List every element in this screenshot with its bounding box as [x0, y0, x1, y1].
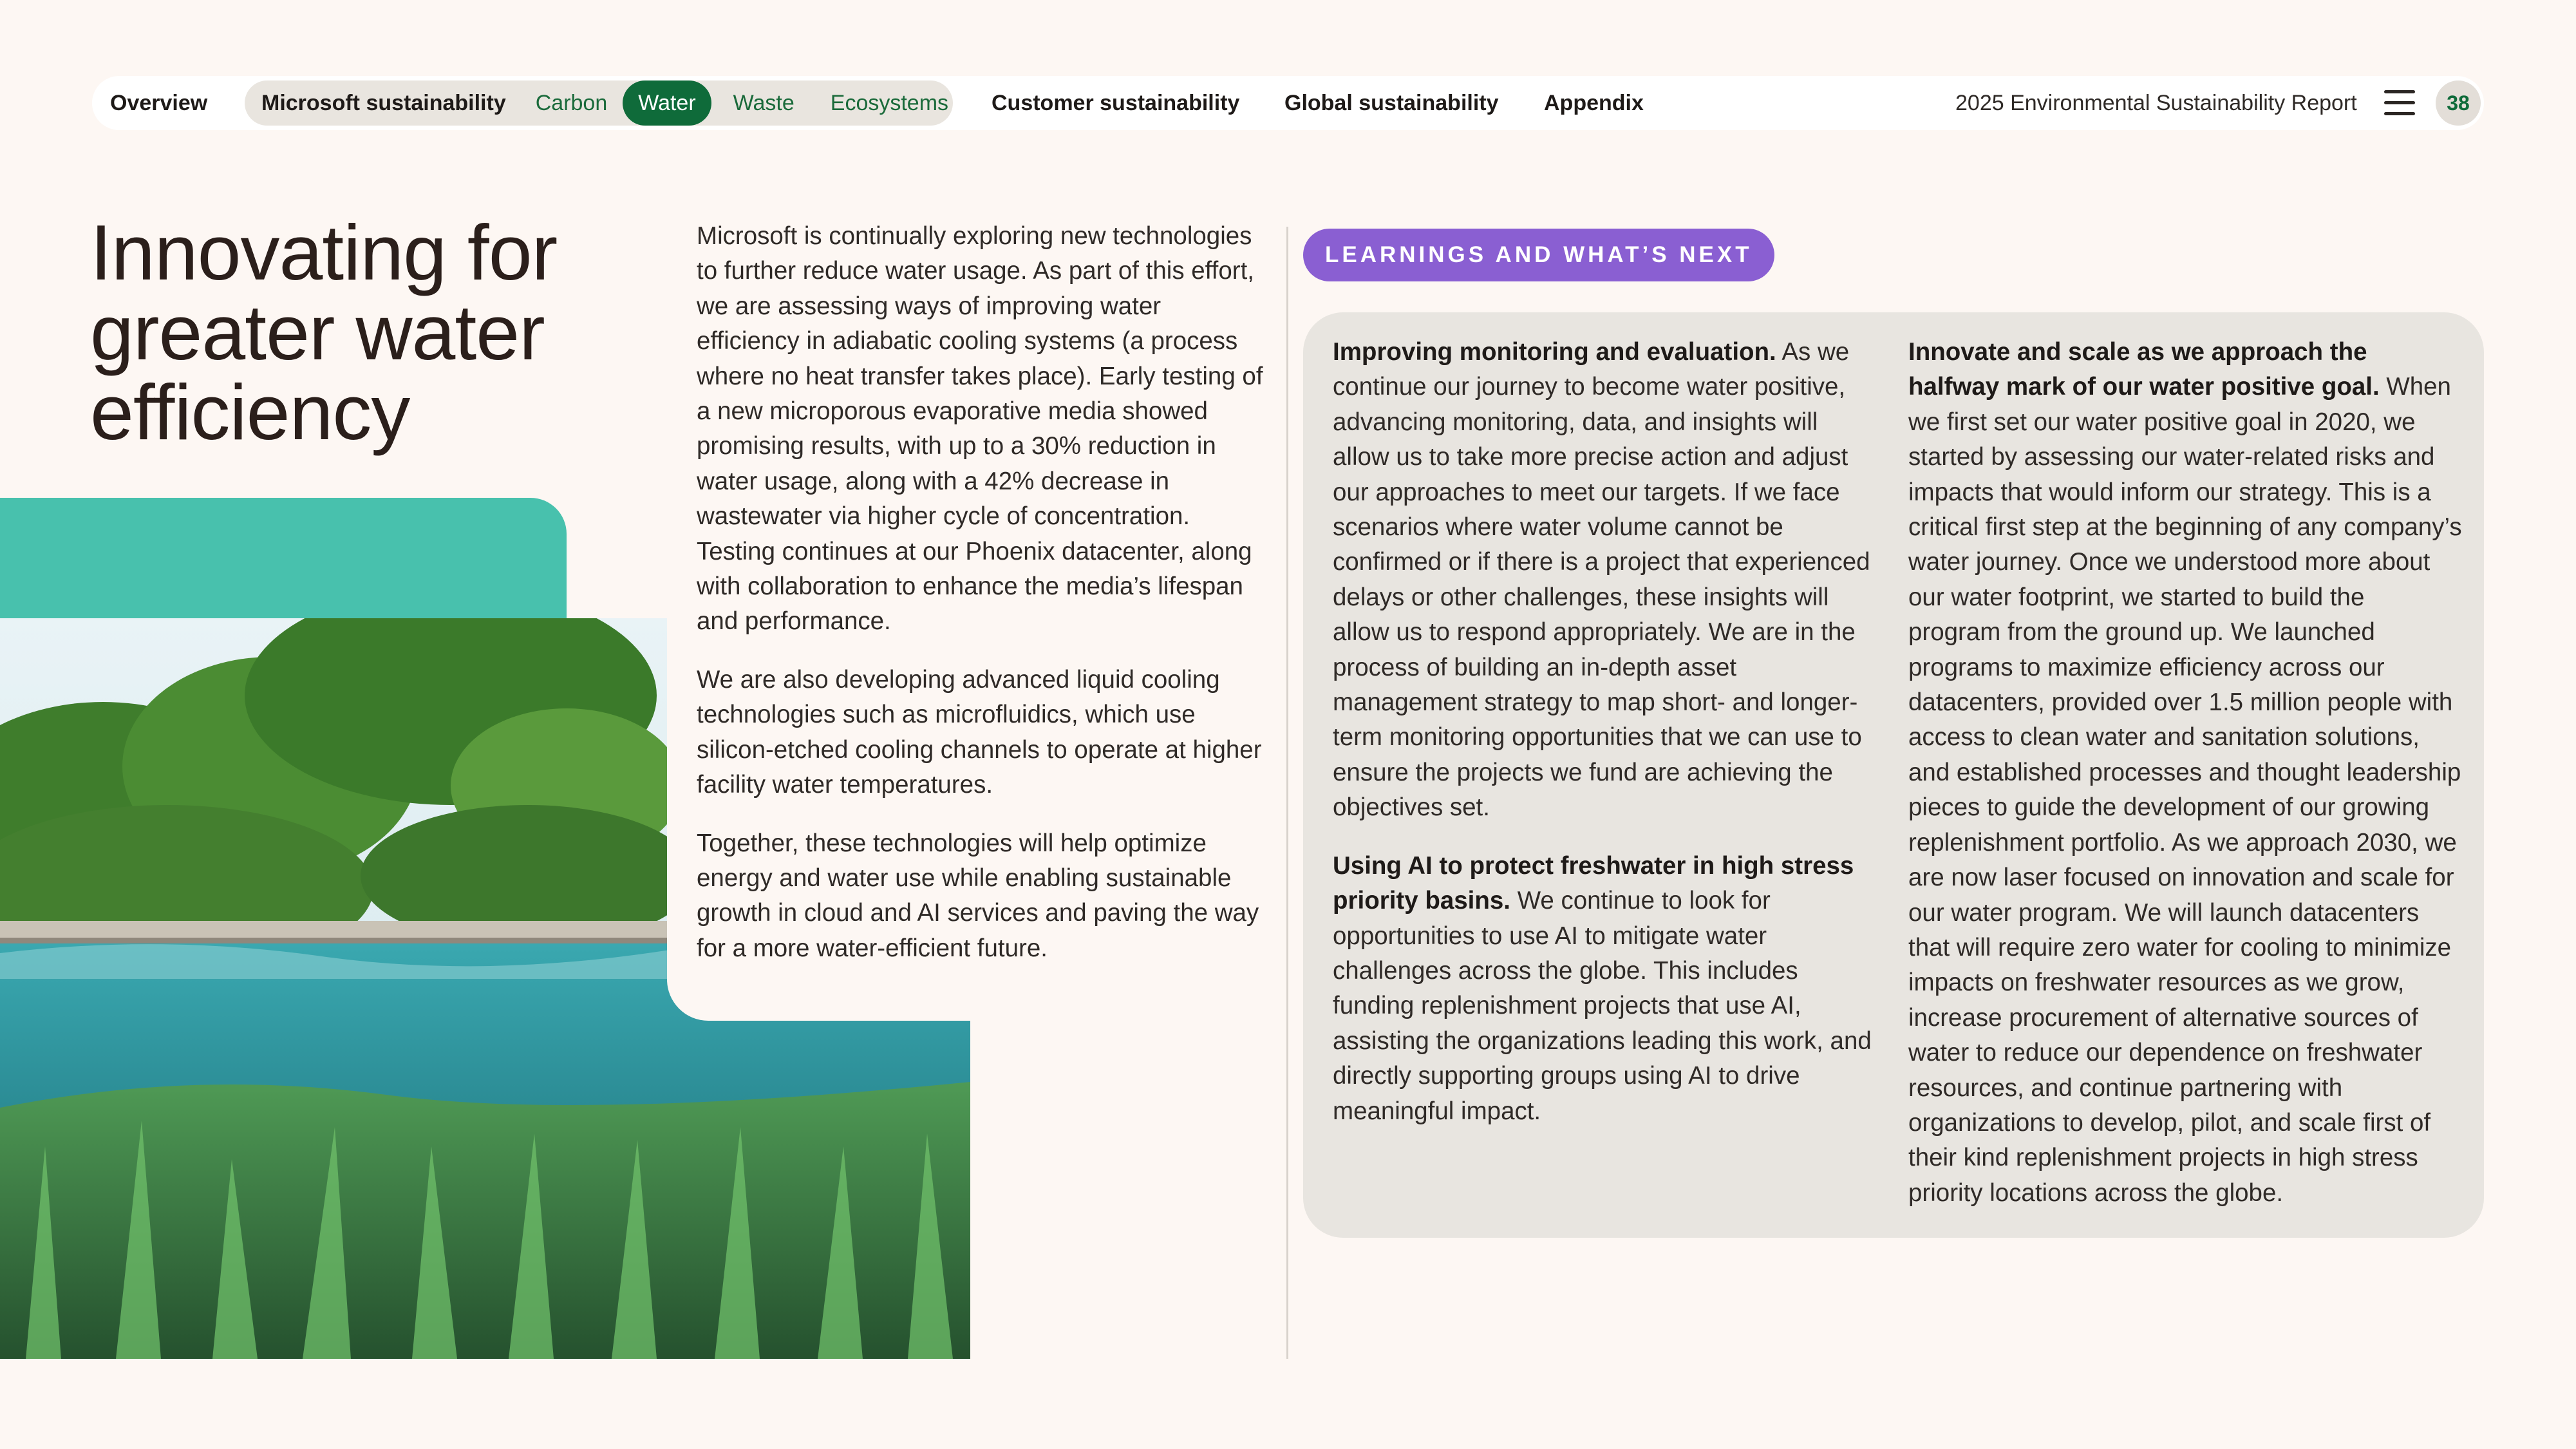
nav-microsoft-sustainability[interactable]: Microsoft sustainability: [261, 90, 506, 115]
learnings-pill-label: LEARNINGS AND WHAT’S NEXT: [1303, 229, 1774, 281]
intro-paragraph-2: We are also developing advanced liquid cooling technologies such as microfluidics, which use silicon-etched cooling channels to operate at higher facility water temperatures.: [697, 665, 1262, 799]
column-divider: [1286, 227, 1288, 1359]
learnings-right-column: [1908, 335, 2462, 1234]
learning-item-innovate: [1908, 335, 2462, 1211]
nav-customer-sustainability[interactable]: Customer sustainability: [992, 90, 1240, 115]
nav-sub-waste[interactable]: Waste: [733, 90, 794, 115]
learning-title-ai: Using AI to protect freshwater in high stress priority basins.: [1333, 851, 1854, 915]
report-title: 2025 Environmental Sustainability Report: [1955, 90, 2357, 115]
learnings-left-column: [1333, 335, 1880, 1152]
learning-body-monitoring: As we continue our journey to become water positive, advancing monitoring, data, and insights will allow us to take more precise action and adjust our approaches to meet our targets. If we face scenarios where water volume cannot be confirmed or if there is a project that experienced delays or other challenges, these insights will allow us to respond appropriately. We are in the process of building an in-depth asset management strategy to map short- and longer-term monitoring opportunities that we can use to ensure the projects we fund are achieving the objectives set.: [1333, 338, 1870, 822]
hamburger-menu-icon[interactable]: [2384, 90, 2415, 116]
learning-item-monitoring: [1333, 335, 1880, 826]
nav-overview[interactable]: Overview: [110, 90, 208, 115]
nav-section-group: [245, 80, 953, 126]
page-title: Innovating for greater water efficiency: [90, 209, 558, 456]
intro-text-column: [697, 219, 1266, 989]
intro-paragraph-3: Together, these technologies will help optimize energy and water use while enabling sustainable growth in cloud and AI services and paving the way for a more water-efficient future.: [697, 829, 1259, 962]
learnings-panel: [1303, 312, 2484, 1238]
learning-title-monitoring: Improving monitoring and evaluation.: [1333, 338, 1776, 366]
page-number-badge: 38: [2436, 80, 2481, 126]
nav-sub-carbon[interactable]: Carbon: [535, 90, 608, 115]
nav-sub-ecosystems[interactable]: Ecosystems: [830, 90, 949, 115]
learning-title-innovate: Innovate and scale as we approach the halfway mark of our water positive goal.: [1908, 338, 2380, 401]
learning-body-ai: We continue to look for opportunities to use AI to mitigate water challenges across the globe. This includes funding replenishment projects that use AI, assisting the organizations leading this work, and directly supporting groups using AI to drive meaningful impact.: [1333, 887, 1872, 1125]
intro-paragraph-1: Microsoft is continually exploring new technologies to further reduce water usage. As part of this effort, we are assessing ways of improving water efficiency in adiabatic cooling systems (a process where no heat transfer takes place). Early testing of a new microporous evaporative media showed promising results, with up to a 30% reduction in water usage, along with a 42% decrease in wastewater via higher cycle of concentration. Testing continues at our Phoenix datacenter, along with collaboration to enhance the media’s lifespan and performance.: [697, 222, 1263, 636]
learning-item-ai: [1333, 849, 1880, 1129]
learning-body-innovate: When we first set our water positive goal in 2020, we started by assessing our water-related risks and impacts that would inform our strategy. This is a critical first step at the beginning of any company’s water journey. Once we understood more about our water footprint, we started to build the program from the ground up. We launched programs to maximize efficiency across our datacenters, provided over 1.5 million people with access to clean water and sanitation solutions, and established processes and thought leadership pieces to guide the development of our growing replenishment portfolio. As we approach 2030, we are now laser focused on innovation and scale for our water program. We will launch datacenters that will require zero water for cooling to minimize impacts on freshwater resources as we grow, increase procurement of alternative sources of water to reduce our dependence on freshwater resources, and continue partnering with organizations to develop, pilot, and scale first of their kind replenishment projects in high stress priority locations across the globe.: [1908, 373, 2462, 1207]
nav-sub-water-active[interactable]: Water: [623, 80, 711, 126]
top-navigation: [92, 76, 2484, 130]
nav-appendix[interactable]: Appendix: [1544, 90, 1644, 115]
nav-global-sustainability[interactable]: Global sustainability: [1284, 90, 1499, 115]
